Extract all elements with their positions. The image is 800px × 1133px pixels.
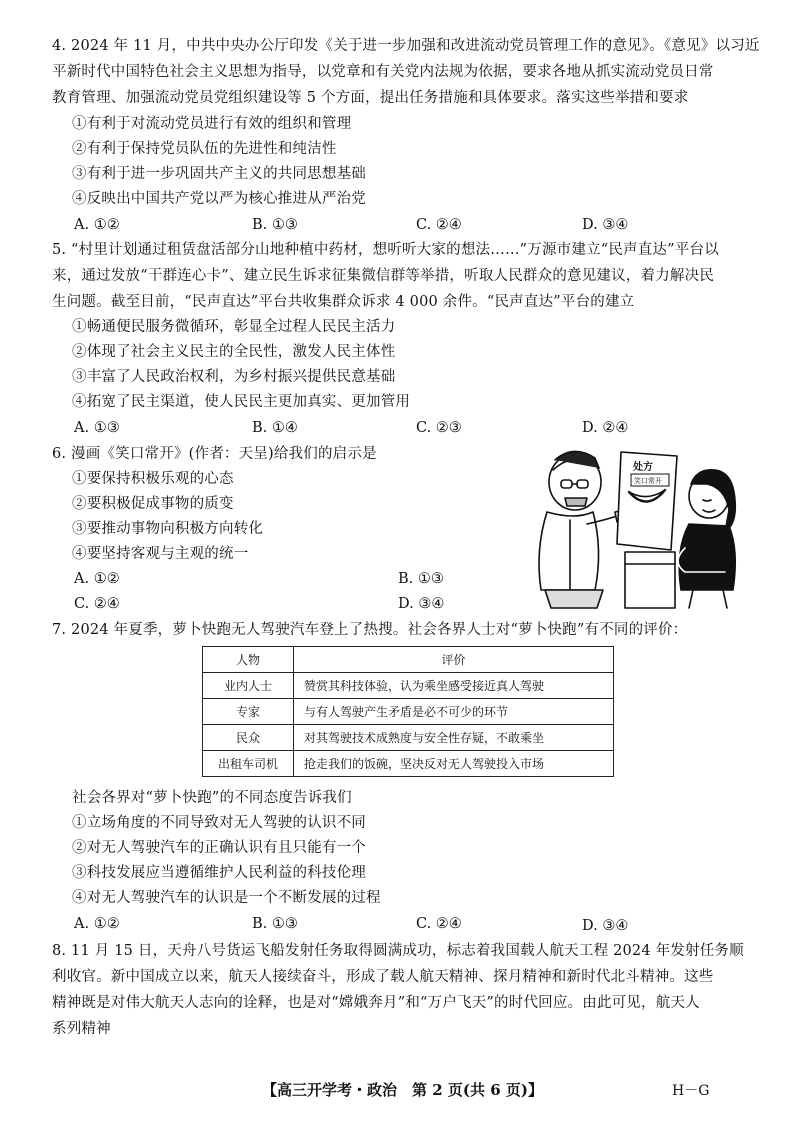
table-cell-evaluation: 对其驾驶技术成熟度与安全性存疑，不敢乘坐 (294, 725, 614, 751)
q6-option-b: B. ①③ (398, 571, 444, 587)
q5-option-d: D. ②④ (582, 420, 629, 436)
q8-stem-line-2: 利收官。新中国成立以来，航天人接续奋斗，形成了载人航天精神、探月精神和新时代北斗精神。这些 (52, 969, 714, 985)
q6-stem-line-1: 6. 漫画《笑口常开》(作者：天呈)给我们的启示是 (52, 446, 377, 462)
table-header-evaluation: 评价 (294, 647, 614, 673)
q5-stem-line-2: 来，通过发放“干群连心卡”、建立民生诉求征集微信群等举措，听取人民群众的意见建议，着力解决民 (52, 268, 715, 284)
table-cell-person: 专家 (203, 699, 294, 725)
q5-stem-line-3: 生问题。截至目前，“民声直达”平台共收集群众诉求 4 000 余件。“民声直达”平台的建立 (52, 294, 635, 310)
q6-option-d: D. ③④ (398, 596, 445, 612)
q7-stem-line-1: 7. 2024 年夏季，萝卜快跑无人驾驶汽车登上了热搜。社会各界人士对“萝卜快跑”有不同的评价： (52, 622, 688, 638)
q8-stem-line-4: 系列精神 (52, 1021, 111, 1037)
q6-item-2: ②要积极促成事物的质变 (72, 496, 234, 512)
q4-item-4: ④反映出中国共产党以严为核心推进从严治党 (72, 191, 366, 207)
q4-item-1: ①有利于对流动党员进行有效的组织和管理 (72, 116, 352, 132)
q4-stem-line-2: 平新时代中国特色社会主义思想为指导，以党章和有关党内法规为依据，要求各地从抓实流动党员日常 (52, 64, 714, 80)
table-cell-person: 出租车司机 (203, 751, 294, 777)
table-header-person: 人物 (203, 647, 294, 673)
q5-item-2: ②体现了社会主义民主的全民性，激发人民主体性 (72, 344, 396, 360)
cartoon-illustration (525, 440, 750, 610)
q7-option-a: A. ①② (74, 916, 120, 932)
q6-item-1: ①要保持积极乐观的心态 (72, 471, 234, 487)
q7-option-b: B. ①③ (252, 916, 298, 932)
q7-item-2: ②对无人驾驶汽车的正确认识有且只能有一个 (72, 840, 366, 856)
table-header-row (203, 647, 614, 673)
q4-option-a: A. ①② (74, 217, 120, 233)
q4-item-2: ②有利于保持党员队伍的先进性和纯洁性 (72, 141, 337, 157)
q7-item-1: ①立场角度的不同导致对无人驾驶的认识不同 (72, 815, 366, 831)
table-cell-evaluation: 与有人驾驶产生矛盾是必不可少的环节 (294, 699, 614, 725)
q7-item-3: ③科技发展应当遵循维护人民利益的科技伦理 (72, 865, 366, 881)
page-footer: 【高三开学考・政治 第 2 页(共 6 页)】 (262, 1081, 543, 1099)
table-row (203, 725, 614, 751)
q5-item-1: ①畅通便民服务微循环，彰显全过程人民民主活力 (72, 319, 396, 335)
cartoon-label-prescription: 处方 (633, 462, 653, 473)
q5-option-a: A. ①③ (74, 420, 120, 436)
q7-option-c: C. ②④ (416, 916, 462, 932)
table-row (203, 751, 614, 777)
q5-item-3: ③丰富了人民政治权利，为乡村振兴提供民意基础 (72, 369, 396, 385)
table-cell-person: 民众 (203, 725, 294, 751)
paper-code: H－G (672, 1083, 710, 1099)
q4-stem-line-3: 教育管理、加强流动党员党组织建设等 5 个方面，提出任务措施和具体要求。落实这些举措和要求 (52, 90, 689, 106)
q6-item-3: ③要推动事物向积极方向转化 (72, 521, 264, 537)
q5-option-c: C. ②③ (416, 420, 462, 436)
table-cell-evaluation: 抢走我们的饭碗，坚决反对无人驾驶投入市场 (294, 751, 614, 777)
q8-stem-line-1: 8. 11 月 15 日，天舟八号货运飞船发射任务取得圆满成功，标志着我国载人航天工程 2024 年发射任务顺 (52, 943, 744, 959)
q7-question: 社会各界对“萝卜快跑”的不同态度告诉我们 (72, 790, 352, 806)
evaluation-table (202, 646, 614, 777)
q4-option-b: B. ①③ (252, 217, 298, 233)
table-cell-person: 业内人士 (203, 673, 294, 699)
q4-item-3: ③有利于进一步巩固共产主义的共同思想基础 (72, 166, 366, 182)
q4-option-d: D. ③④ (582, 217, 629, 233)
cartoon-label-smile: 笑口常开 (634, 477, 662, 485)
table-row (203, 699, 614, 725)
q7-option-d: D. ③④ (582, 918, 629, 934)
q6-item-4: ④要坚持客观与主观的统一 (72, 546, 249, 562)
q8-stem-line-3: 精神既是对伟大航天人志向的诠释，也是对“嫦娥奔月”和“万户飞天”的时代回应。由此可见，航天人 (52, 995, 700, 1011)
q6-option-a: A. ①② (74, 571, 120, 587)
q5-item-4: ④拓宽了民主渠道，使人民民主更加真实、更加管用 (72, 394, 411, 410)
q5-option-b: B. ①④ (252, 420, 298, 436)
q7-item-4: ④对无人驾驶汽车的认识是一个不断发展的过程 (72, 890, 381, 906)
table-row (203, 673, 614, 699)
q5-stem-line-1: 5. “村里计划通过租赁盘活部分山地种植中药材，想听听大家的想法……”万源市建立“民声直达”平台以 (52, 242, 719, 258)
q4-stem-line-1: 4. 2024 年 11 月，中共中央办公厅印发《关于进一步加强和改进流动党员管理工作的意见》。《意见》以习近 (52, 38, 760, 54)
q4-option-c: C. ②④ (416, 217, 462, 233)
table-cell-evaluation: 赞赏其科技体验，认为乘坐感受接近真人驾驶 (294, 673, 614, 699)
q6-option-c: C. ②④ (74, 596, 120, 612)
